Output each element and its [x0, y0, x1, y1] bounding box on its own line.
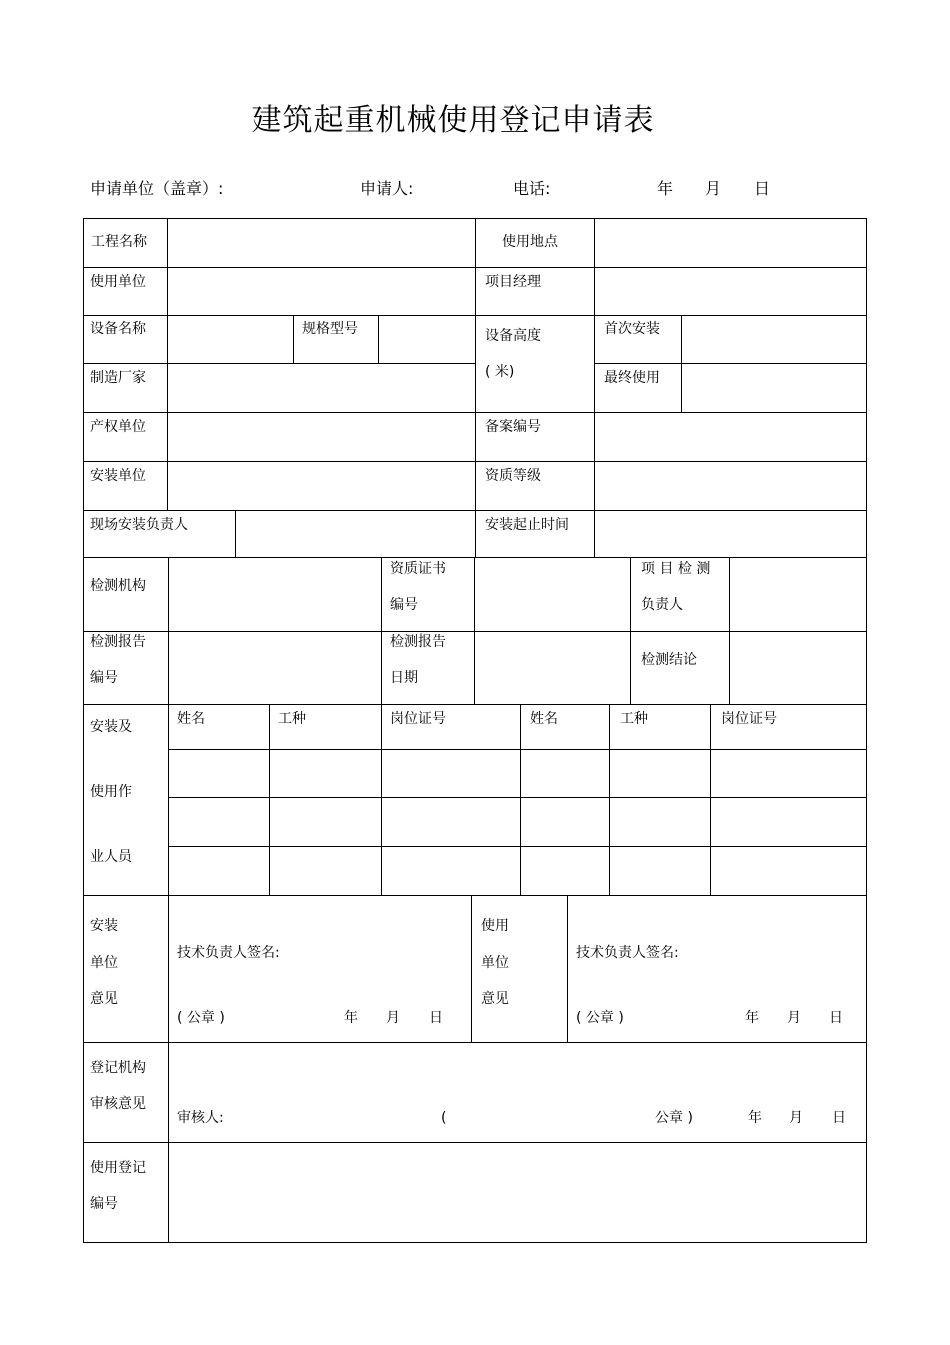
- row-divider: [168, 846, 867, 847]
- col-divider: [729, 557, 730, 705]
- col-divider: [168, 557, 169, 1243]
- qual-cert-label-1: 资质证书: [390, 561, 446, 577]
- col-divider: [381, 557, 382, 705]
- table-border-right: [866, 218, 867, 1243]
- qual-cert-label-2: 编号: [390, 597, 418, 613]
- report-no-label-1: 检测报告: [90, 634, 146, 650]
- use-opinion-label-1: 使用: [481, 918, 509, 934]
- reg-month: 月: [789, 1110, 803, 1126]
- column-header-cert: 岗位证号: [390, 711, 446, 727]
- install-day: 日: [429, 1010, 443, 1026]
- project-name-label: 工程名称: [91, 234, 147, 250]
- col-divider: [681, 315, 682, 412]
- row-divider: [168, 749, 867, 750]
- col-divider: [567, 895, 568, 1043]
- equipment-height-label: 设备高度: [485, 328, 541, 344]
- reg-seal-label: 公章 ): [655, 1110, 693, 1126]
- col-divider: [167, 218, 168, 510]
- col-divider: [235, 510, 236, 558]
- col-divider: [594, 218, 595, 558]
- use-opinion-label-2: 单位: [481, 955, 509, 971]
- project-inspect-label-2: 负责人: [641, 597, 683, 613]
- row-divider: [83, 1042, 867, 1043]
- col-divider: [630, 557, 631, 705]
- report-date-label-1: 检测报告: [390, 634, 446, 650]
- column-header-name: 姓名: [530, 711, 558, 727]
- col-divider: [474, 557, 475, 705]
- row-divider: [83, 631, 867, 632]
- install-month: 月: [386, 1010, 400, 1026]
- column-header-cert: 岗位证号: [721, 711, 777, 727]
- install-unit-label: 安装单位: [90, 468, 146, 484]
- use-location-label: 使用地点: [502, 234, 558, 250]
- use-month: 月: [787, 1010, 801, 1026]
- row-divider: [83, 363, 475, 364]
- install-opinion-label-1: 安装: [90, 918, 118, 934]
- use-seal-label: ( 公章 ): [576, 1010, 624, 1026]
- meter-unit-label: ( 米): [485, 364, 515, 380]
- reg-day: 日: [832, 1110, 846, 1126]
- qualification-level-label: 资质等级: [485, 468, 541, 484]
- row-divider: [83, 1142, 867, 1143]
- install-tech-sign-label: 技术负责人签名:: [177, 945, 280, 961]
- header-day: 日: [754, 179, 771, 198]
- col-divider: [471, 895, 472, 1043]
- col-divider: [475, 218, 476, 558]
- install-year: 年: [344, 1010, 358, 1026]
- col-divider: [378, 315, 379, 364]
- reg-opinion-label-2: 审核意见: [90, 1096, 146, 1112]
- column-header-name: 姓名: [177, 711, 205, 727]
- inspection-result-label: 检测结论: [641, 652, 697, 668]
- col-divider: [293, 315, 294, 364]
- record-number-label: 备案编号: [485, 419, 541, 435]
- use-tech-sign-label: 技术负责人签名:: [576, 945, 679, 961]
- install-opinion-label-2: 单位: [90, 955, 118, 971]
- col-divider: [710, 704, 711, 896]
- applicant-unit-label: 申请单位（盖章）:: [90, 179, 224, 198]
- equipment-name-label: 设备名称: [90, 321, 146, 337]
- final-use-label: 最终使用: [604, 370, 660, 386]
- col-divider: [609, 704, 610, 896]
- phone-label: 电话:: [513, 179, 551, 198]
- manufacturer-label: 制造厂家: [90, 370, 146, 386]
- column-header-trade: 工种: [278, 711, 306, 727]
- reg-year: 年: [748, 1110, 762, 1126]
- page-title: 建筑起重机械使用登记申请表: [251, 103, 655, 138]
- applicant-label: 申请人:: [360, 179, 414, 198]
- workers-label-1: 安装及: [90, 719, 132, 735]
- row-divider: [83, 704, 867, 705]
- install-opinion-label-3: 意见: [90, 991, 118, 1007]
- col-divider: [520, 704, 521, 896]
- user-unit-label: 使用单位: [90, 274, 146, 290]
- project-manager-label: 项目经理: [485, 274, 541, 290]
- reviewer-label: 审核人:: [177, 1110, 224, 1126]
- site-install-leader-label: 现场安装负责人: [90, 517, 188, 533]
- project-inspect-label-1: 项 目 检 测: [641, 561, 711, 577]
- inspection-org-label: 检测机构: [90, 578, 146, 594]
- column-header-trade: 工种: [620, 711, 648, 727]
- table-border-left: [83, 218, 84, 1243]
- reg-seal-open: (: [441, 1110, 447, 1126]
- reg-number-label-2: 编号: [90, 1196, 118, 1212]
- col-divider: [381, 704, 382, 896]
- install-seal-label: ( 公章 ): [177, 1010, 225, 1026]
- reg-opinion-label-1: 登记机构: [90, 1060, 146, 1076]
- use-opinion-label-3: 意见: [481, 991, 509, 1007]
- report-no-label-2: 编号: [90, 670, 118, 686]
- property-unit-label: 产权单位: [90, 419, 146, 435]
- reg-number-label-1: 使用登记: [90, 1160, 146, 1176]
- workers-label-3: 业人员: [90, 849, 132, 865]
- table-border-bottom: [83, 1242, 867, 1243]
- install-period-label: 安装起止时间: [485, 517, 569, 533]
- report-date-label-2: 日期: [390, 670, 418, 686]
- use-day: 日: [829, 1010, 843, 1026]
- row-divider: [168, 797, 867, 798]
- col-divider: [269, 704, 270, 896]
- first-install-label: 首次安装: [604, 321, 660, 337]
- use-year: 年: [745, 1010, 759, 1026]
- header-month: 月: [705, 179, 722, 198]
- row-divider: [594, 363, 867, 364]
- workers-label-2: 使用作: [90, 784, 132, 800]
- row-divider: [83, 895, 867, 896]
- spec-model-label: 规格型号: [302, 321, 358, 337]
- header-year: 年: [657, 179, 674, 198]
